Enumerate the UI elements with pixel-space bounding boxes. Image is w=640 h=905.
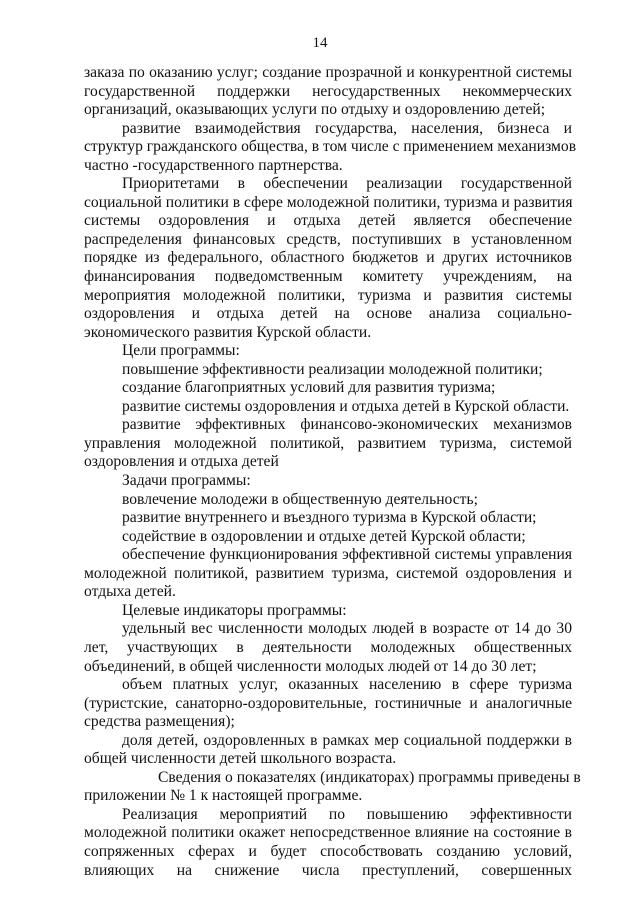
- text-line: Цели программы:: [122, 342, 240, 360]
- text-line: оздоровления и отдыха детей на основе анализа социально-: [84, 305, 572, 323]
- text-line: сопряженных сферах и будет способствовать созданию условий,: [84, 842, 572, 860]
- text-line: Реализация мероприятий по повышению эффективности: [122, 805, 572, 823]
- text-line: социальной политики в сфере молодежной политики, туризма и развития: [84, 193, 573, 211]
- text-line: удельный вес численности молодых людей в возрасте от 14 до 30: [122, 620, 572, 638]
- page-number: 14: [312, 35, 328, 51]
- text-line: частно -государственного партнерства.: [84, 156, 343, 174]
- text-line: объединений, в общей численности молодых людей от 14 до 30 лет;: [84, 657, 537, 675]
- text-line: системы оздоровления и отдыха детей является обеспечение: [84, 212, 572, 230]
- text-line: финансирования подведомственным комитету учреждениям, на: [84, 268, 572, 286]
- text-line: порядке из федерального, областного бюджетов и других источников: [84, 249, 572, 267]
- text-line: Сведения о показателях (индикаторах) программы приведены в: [158, 768, 581, 786]
- text-line: содействие в оздоровлении и отдыхе детей Курской области;: [122, 527, 526, 545]
- text-line: организаций, оказывающих услуги по отдыху и оздоровлению детей;: [84, 101, 546, 119]
- text-line: развитие эффективных финансово-экономических механизмов: [122, 416, 572, 434]
- text-line: приложении № 1 к настоящей программе.: [84, 787, 363, 805]
- text-line: экономического развития Курской области.: [84, 323, 372, 341]
- text-line: Приоритетами в обеспечении реализации государственной: [122, 175, 572, 193]
- text-line: создание благоприятных условий для развития туризма;: [122, 379, 496, 397]
- text-line: обеспечение функционирования эффективной системы управления: [122, 546, 572, 564]
- text-line: заказа по оказанию услуг; создание прозрачной и конкурентной системы: [84, 64, 572, 81]
- text-line: управления молодежной политикой, развитием туризма, системой: [84, 434, 572, 452]
- text-line: молодежной политикой, развитием туризма, системой оздоровления и: [84, 564, 572, 582]
- text-line: структур гражданского общества, в том числе с применением механизмов: [84, 138, 577, 156]
- text-line: (туристские, санаторно-оздоровительные, гостиничные и аналогичные: [84, 694, 572, 712]
- text-line: мероприятия молодежной политики, туризма и развития системы: [84, 286, 572, 304]
- text-line: Задачи программы:: [122, 472, 251, 490]
- text-line: объем платных услуг, оказанных населению в сфере туризма: [122, 676, 572, 694]
- text-line: средства размещения);: [84, 713, 235, 731]
- document-body: [84, 64, 581, 880]
- text-line: Целевые индикаторы программы:: [122, 601, 347, 619]
- text-line: вовлечение молодежи в общественную деятельность;: [122, 490, 478, 508]
- text-line: развитие системы оздоровления и отдыха детей в Курской области.: [122, 397, 570, 415]
- text-line: развитие взаимодействия государства, населения, бизнеса и: [122, 119, 572, 137]
- text-line: общей численности детей школьного возраста.: [84, 750, 397, 768]
- text-line: развитие внутреннего и въездного туризма в Курской области;: [122, 509, 537, 527]
- text-line: оздоровления и отдыха детей: [84, 453, 279, 471]
- text-line: отдыха детей.: [84, 583, 176, 601]
- text-line: государственной поддержки негосударственных некоммерческих: [84, 82, 572, 100]
- text-line: лет, участвующих в деятельности молодежных общественных: [84, 638, 572, 656]
- text-line: повышение эффективности реализации молодежной политики;: [122, 360, 543, 378]
- text-line: молодежной политики окажет непосредственное влияние на состояние в: [84, 824, 572, 842]
- text-line: распределения финансовых средств, поступивших в установленном: [84, 230, 572, 248]
- text-line: доля детей, оздоровленных в рамках мер социальной поддержки в: [122, 731, 572, 749]
- text-line: влияющих на снижение числа преступлений, совершенных: [84, 861, 572, 879]
